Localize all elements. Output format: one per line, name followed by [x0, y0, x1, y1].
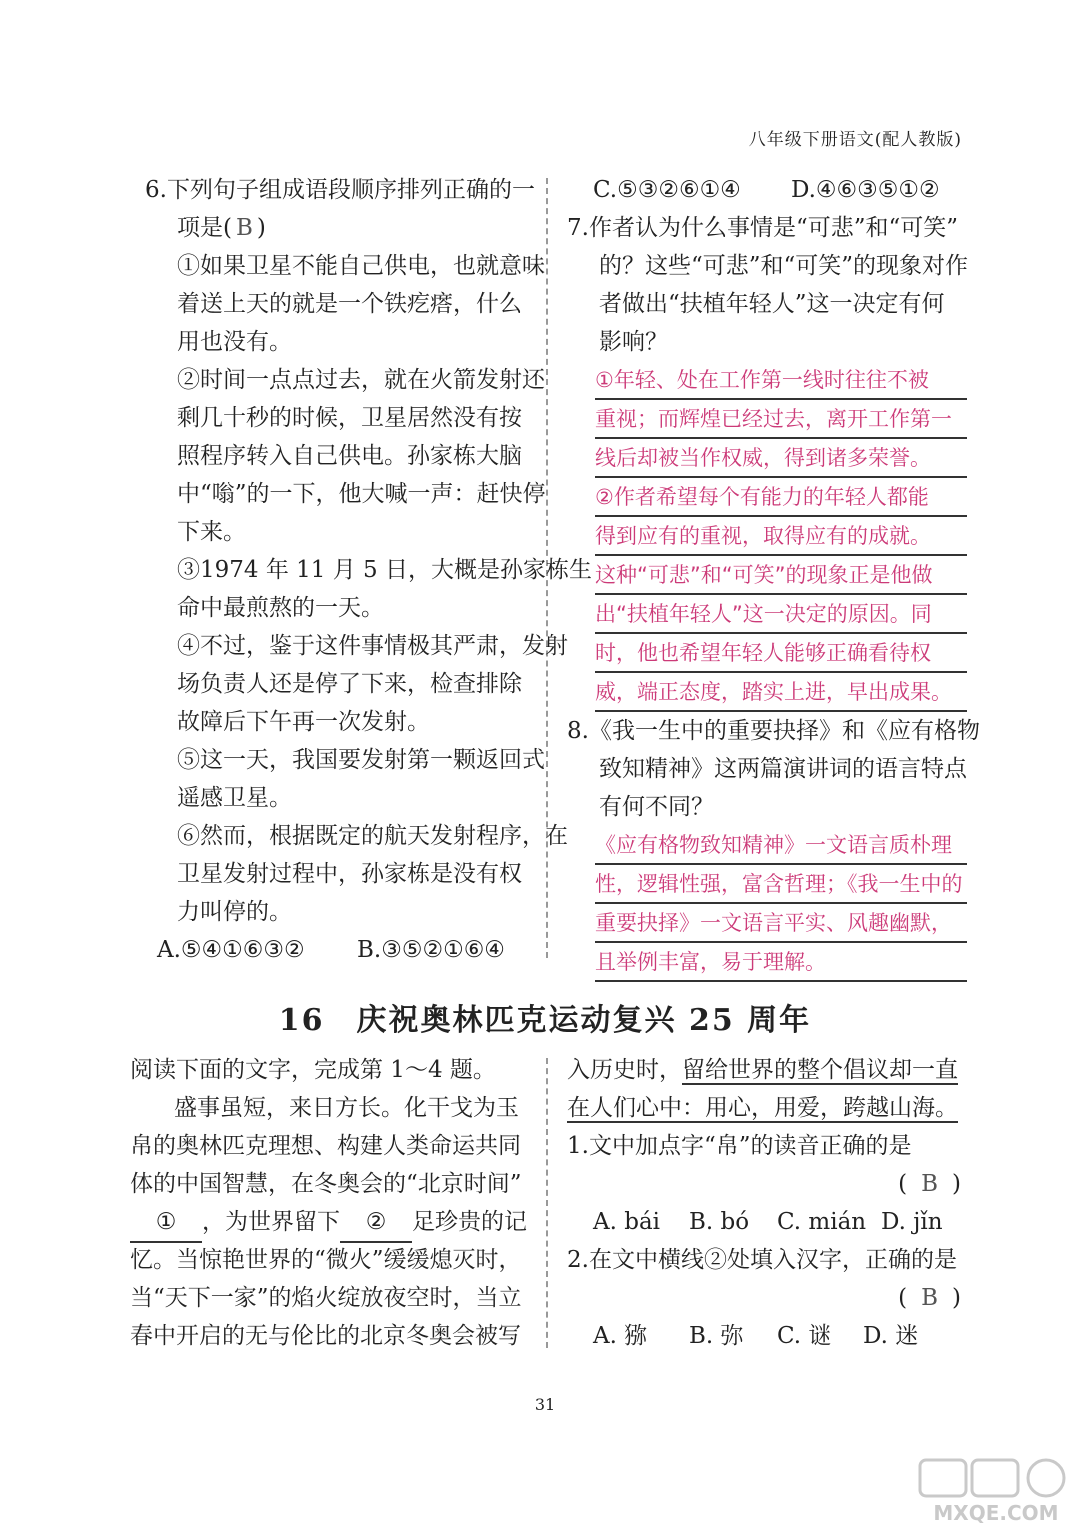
passage-text: 入历史时，: [567, 1057, 682, 1083]
watermark-text: MXQE.COM: [933, 1501, 1059, 1525]
q6-sentence-line: 照程序转入自己供电。孙家栋大脑: [177, 443, 522, 469]
passage-line: 春中开启的无与伦比的北京冬奥会被写: [130, 1323, 521, 1349]
q8-line: 8.《我一生中的重要抉择》和《应有格物: [567, 718, 980, 744]
q2-answer-line: [567, 1279, 967, 1317]
section-title: 16 庆祝奥林匹克运动复兴 25 周年: [278, 1003, 812, 1038]
q6-option-d: D.④⑥③⑤①②: [791, 177, 940, 203]
column-divider-bottom: [546, 1058, 548, 1348]
passage-line-blanks: [130, 1203, 530, 1241]
q6-sentence-line: ④不过，鉴于这件事情极其严肃，发射: [177, 633, 568, 659]
q6-sentence-line: 下来。: [177, 519, 246, 545]
q1-option-a: A. bái: [593, 1209, 661, 1235]
passage-line: 当“天下一家”的焰火绽放夜空时，当立: [130, 1285, 522, 1311]
q7-answer-block: [567, 361, 967, 712]
q6-options-cd: [567, 171, 967, 209]
q1-paren-open: (: [898, 1171, 908, 1197]
q7-answer-line: 出“扶植年轻人”这一决定的原因。同: [595, 595, 967, 634]
q1-paren-close: ): [952, 1171, 961, 1197]
q8-answer-block: [567, 826, 967, 982]
q8-line: 致知精神》这两篇演讲词的语言特点: [599, 756, 967, 782]
q1-option-b: B. bó: [689, 1209, 750, 1235]
watermark-icon: [916, 1456, 1076, 1526]
left-column: [145, 171, 592, 969]
q2-option-d: D. 迷: [863, 1323, 919, 1349]
q6-line: 6.下列句子组成语段顺序排列正确的一: [145, 177, 535, 203]
q8-answer-line: 性，逻辑性强，富含哲理；《我一生中的: [595, 865, 967, 904]
q7-answer-line: 威，端正态度，踏实上进，早出成果。: [595, 673, 967, 712]
q2-option-b: B. 弥: [689, 1323, 744, 1349]
q1-stem: 1.文中加点字“帛”的读音正确的是: [567, 1133, 912, 1159]
q2-paren-close: ): [952, 1285, 961, 1311]
blank-2: ②: [340, 1203, 412, 1243]
q6-sentence-line: 用也没有。: [177, 329, 292, 355]
passage-line: [567, 1089, 967, 1127]
passage-line: 盛事虽短，来日方长。化干戈为玉: [174, 1095, 519, 1121]
q7-line: 者做出“扶植年轻人”这一决定有何: [599, 291, 945, 317]
q2-option-c: C. 谜: [777, 1323, 832, 1349]
q6-sentence-line: ⑥然而，根据既定的航天发射程序，在: [177, 823, 568, 849]
reading-intro: 阅读下面的文字，完成第 1～4 题。: [130, 1057, 496, 1083]
blank-1: ①: [130, 1203, 202, 1243]
reading-passage: [130, 1051, 530, 1355]
q2-paren-open: (: [898, 1285, 908, 1311]
q7-answer-line: 得到应有的重视，取得应有的成就。: [595, 517, 967, 556]
q7-answer-line: 重视；而辉煌已经过去，离开工作第一: [595, 400, 967, 439]
q6-sentence-line: ①如果卫星不能自己供电，也就意味: [177, 253, 545, 279]
right-column: [567, 171, 980, 982]
q6-sentence-line: ③1974 年 11 月 5 日，大概是孙家栋生: [177, 557, 592, 583]
q1-answer: B: [921, 1171, 939, 1197]
q6-answer: B: [235, 215, 253, 241]
q6-paren-close: ): [256, 215, 266, 241]
bottom-right-column: [567, 1051, 967, 1355]
q6-sentence-line: 故障后下午再一次发射。: [177, 709, 430, 735]
q7-answer-line: ②作者希望每个有能力的年轻人都能: [595, 478, 967, 517]
q2-stem: 2.在文中横线②处填入汉字，正确的是: [567, 1247, 957, 1273]
q6-sentence-line: 卫星发射过程中，孙家栋是没有权: [177, 861, 522, 887]
q6-sentence-line: 力叫停的。: [177, 899, 292, 925]
q8-answer-line: 重要抉择》一文语言平实、风趣幽默，: [595, 904, 967, 943]
passage-line: 帛的奥林匹克理想、构建人类命运共同: [130, 1133, 521, 1159]
passage-text: 足珍贵的记: [412, 1209, 527, 1235]
q6-line: [145, 209, 530, 247]
q7-line: 7.作者认为什么事情是“可悲”和“可笑”: [567, 215, 958, 241]
q1-option-d: D. jǐn: [881, 1209, 943, 1235]
passage-line: [567, 1051, 967, 1089]
q8-answer-line: 《应有格物致知精神》一文语言质朴理: [595, 826, 967, 865]
q7-answer-line: 时，他也希望年轻人能够正确看待权: [595, 634, 967, 673]
q1-options: [567, 1203, 967, 1241]
q6-sentence-line: 遥感卫星。: [177, 785, 292, 811]
passage-line: 体的中国智慧，在冬奥会的“北京时间”: [130, 1171, 522, 1197]
passage-text: ，为世界留下: [202, 1209, 340, 1235]
q7-answer-line: 线后却被当作权威，得到诸多荣誉。: [595, 439, 967, 478]
q2-options: [567, 1317, 967, 1355]
underlined-text: 留给世界的整个倡议却一直: [682, 1057, 958, 1083]
q6-stem-end: 项是(: [177, 215, 232, 241]
q6-sentence-line: 剩几十秒的时候，卫星居然没有按: [177, 405, 522, 431]
watermark-logo: [916, 1456, 1076, 1526]
q8-answer-line: 且举例丰富，易于理解。: [595, 943, 967, 982]
q6-sentence-line: 中“嗡”的一下，他大喊一声：赶快停: [177, 481, 546, 507]
q8-line: 有何不同？: [599, 794, 714, 820]
q6-sentence-line: ②时间一点点过去，就在火箭发射还: [177, 367, 545, 393]
q6-option-c: C.⑤③②⑥①④: [593, 177, 741, 203]
q6-option-a: A.⑤④①⑥③②: [157, 937, 305, 963]
q1-answer-line: [567, 1165, 967, 1203]
q6-sentence-line: 着送上天的就是一个铁疙瘩，什么: [177, 291, 522, 317]
q6-option-b: B.③⑤②①⑥④: [357, 937, 505, 963]
page-number: 31: [534, 1395, 556, 1414]
q6-sentence-line: ⑤这一天，我国要发射第一颗返回式: [177, 747, 545, 773]
q6-sentence-line: 场负责人还是停了下来，检查排除: [177, 671, 522, 697]
q7-answer-line: ①年轻、处在工作第一线时往往不被: [595, 361, 967, 400]
q2-answer: B: [921, 1285, 939, 1311]
q2-option-a: A. 猕: [593, 1323, 648, 1349]
q7-line: 的？这些“可悲”和“可笑”的现象对作: [599, 253, 969, 279]
q6-options-ab: [145, 931, 530, 969]
passage-line: 忆。当惊艳世界的“微火”缓缓熄灭时，: [130, 1247, 522, 1273]
underlined-text: 在人们心中：用心，用爱，跨越山海。: [567, 1095, 958, 1121]
q7-answer-line: 这种“可悲”和“可笑”的现象正是他做: [595, 556, 967, 595]
q7-line: 影响？: [599, 329, 668, 355]
page-header: 八年级下册语文(配人教版): [748, 130, 962, 150]
q6-sentence-line: 命中最煎熬的一天。: [177, 595, 384, 621]
q1-option-c: C. mián: [777, 1209, 867, 1235]
